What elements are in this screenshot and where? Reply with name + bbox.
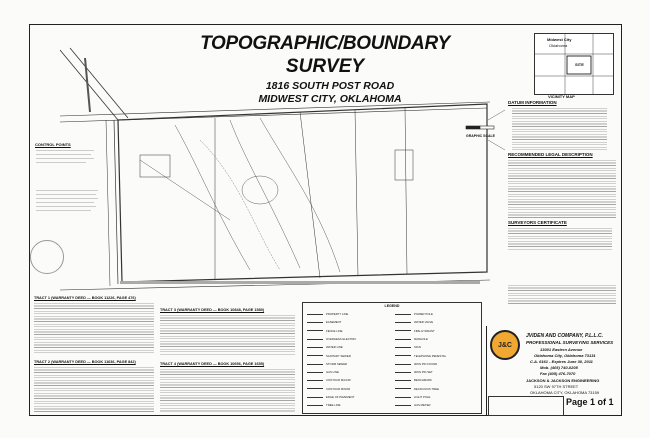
legend-label: PROPERTY LINE [326,312,349,316]
tract-4-text [160,369,295,413]
legend-label: MANHOLE [414,336,428,341]
company-fax: Fax (405) 476-7070 [540,371,576,376]
legend-item [395,320,433,324]
legend-item [307,329,342,333]
legend-label: GAS LINE [326,370,339,375]
legend-swatch [307,314,323,315]
legend-box [302,302,482,414]
legend-item [307,395,354,399]
vicinity-map-caption: VICINITY MAP [548,94,575,99]
legend-item [307,354,351,358]
revision-block [488,396,564,416]
legend-swatch [395,364,411,365]
legend-swatch [307,388,323,389]
legend-swatch [395,314,411,315]
legend-item [395,312,433,316]
legend-item [395,354,446,358]
company-subtitle: PROFESSIONAL SURVEYING SERVICES [526,340,614,345]
company-phone: Mob. (405) 740-0208 [540,365,578,370]
legend-label: OVERHEAD ELECTRIC [326,336,357,341]
legend-swatch [307,380,323,381]
legend-item [307,387,350,391]
legend-item [395,337,428,341]
legend-item [307,337,356,341]
legend-label: CONTOUR MINOR [326,386,351,391]
legend-item [395,370,433,374]
legend-swatch [395,388,411,389]
legend-item [395,345,421,349]
legend-label: FENCE LINE [326,328,343,333]
legend-swatch [307,397,323,398]
tract-4-heading: TRACT 4 (WARRANTY DEED — BOOK 10656, PAGE 1655) [160,362,265,366]
vicinity-map-drawing [535,34,613,94]
legend-item [395,362,437,366]
company-logo: J&C [490,330,520,360]
legend-item [307,370,339,374]
legend-swatch [395,355,411,356]
legend-label: WATER VALVE [414,320,434,325]
legend-swatch [395,372,411,373]
engineer-address-2: OKLAHOMA CITY, OKLAHOMA 73159 [530,390,600,395]
legend-swatch [395,405,411,406]
legend-title: LEGEND [384,304,400,308]
tract-2-heading: TRACT 2 (WARRANTY DEED — BOOK 11636, PAGE 842) [34,360,136,364]
legend-item [395,403,430,407]
legend-swatch [307,355,323,356]
datum-heading: DATUM INFORMATION [508,100,557,105]
legend-item [395,395,430,399]
legend-swatch [307,339,323,340]
legend-item [395,329,435,333]
legend-item [307,312,348,316]
site-city: MIDWEST CITY, OKLAHOMA [258,93,402,105]
tract-2-text [34,367,154,413]
graphic-scale [466,126,494,129]
tract-3-heading: TRACT 3 (WARRANTY DEED — BOOK 10848, PAGE 1580) [160,308,265,312]
vicinity-map [534,33,614,95]
tract-1-heading: TRACT 1 (WARRANTY DEED — BOOK 11226, PAGE 476) [34,296,136,300]
legend-item [307,345,343,349]
legend-item [307,320,341,324]
title-sub: SURVEY [285,56,365,77]
legend-item [395,387,439,391]
legend-label: FIRE HYDRANT [414,328,435,333]
legal-heading: RECOMMENDED LEGAL DESCRIPTION [508,152,593,157]
legend-label: WATER LINE [326,345,343,350]
legend-swatch [395,330,411,331]
legend-swatch [307,405,323,406]
legend-label: BENCHMARK [414,378,432,383]
legend-label: STORM SEWER [326,361,348,366]
legend-swatch [307,364,323,365]
legend-label: GAS METER [414,403,431,408]
control-points-heading: CONTROL POINTS [35,142,71,147]
vmap-city-label: Midwest City [547,37,572,42]
company-address-2: Oklahoma City, Oklahoma 73131 [534,353,596,358]
company-name: JVIDEN AND COMPANY, P.L.L.C. [526,333,603,339]
engineer-address-1: 5120 SW 97TH STREET [534,384,579,389]
engineer-name: JACKSON & JACKSON ENGINEERING [526,378,600,383]
legend-swatch [307,322,323,323]
legend-label: SIGN [414,345,421,350]
legend-label: IRON PIN FOUND [414,361,438,366]
legend-label: EDGE OF PAVEMENT [326,395,355,399]
company-license: C.A. 6161 - Expires June 30, 2011 [530,359,593,364]
legend-swatch [395,380,411,381]
legend-item [307,378,351,382]
legend-label: TREE LINE [326,403,341,408]
legend-swatch [395,322,411,323]
legend-swatch [395,347,411,348]
company-address-1: 13001 Eastern Avenue [540,347,583,352]
title-main: TOPOGRAPHIC/BOUNDARY [200,33,450,54]
certificate-text-2 [508,285,616,305]
legend-label: SANITARY SEWER [326,353,351,358]
legend-swatch [307,330,323,331]
legend-label: IRON PIN SET [414,370,433,375]
legend-label: DECIDUOUS TREE [414,386,439,391]
legal-text [508,160,616,218]
legend-item [395,378,432,382]
tract-1-text [34,303,154,355]
legend-label: EASEMENT [326,320,342,325]
legend-swatch [395,397,411,398]
site-address: 1816 SOUTH POST ROAD [265,80,395,92]
legend-swatch [395,339,411,340]
legend-swatch [307,372,323,373]
tract-3-text [160,315,295,355]
legend-label: LIGHT POLE [414,395,431,399]
legend-item [307,403,340,407]
vmap-site-label: SITE [575,62,584,67]
legend-swatch [307,347,323,348]
surveyor-seal [30,240,64,274]
legend-label: POWER POLE [414,312,433,316]
graphic-scale-label: GRAPHIC SCALE [466,134,495,138]
page-number: Page 1 of 1 [566,397,614,407]
datum-text [512,108,607,150]
certificate-text [508,228,612,250]
certificate-heading: SURVEYORS CERTIFICATE [508,220,567,225]
legend-label: TELEPHONE PEDESTAL [414,353,447,358]
legend-label: CONTOUR MAJOR [326,378,351,383]
legend-item [307,362,347,366]
vmap-county-label: Oklahoma [549,43,568,48]
